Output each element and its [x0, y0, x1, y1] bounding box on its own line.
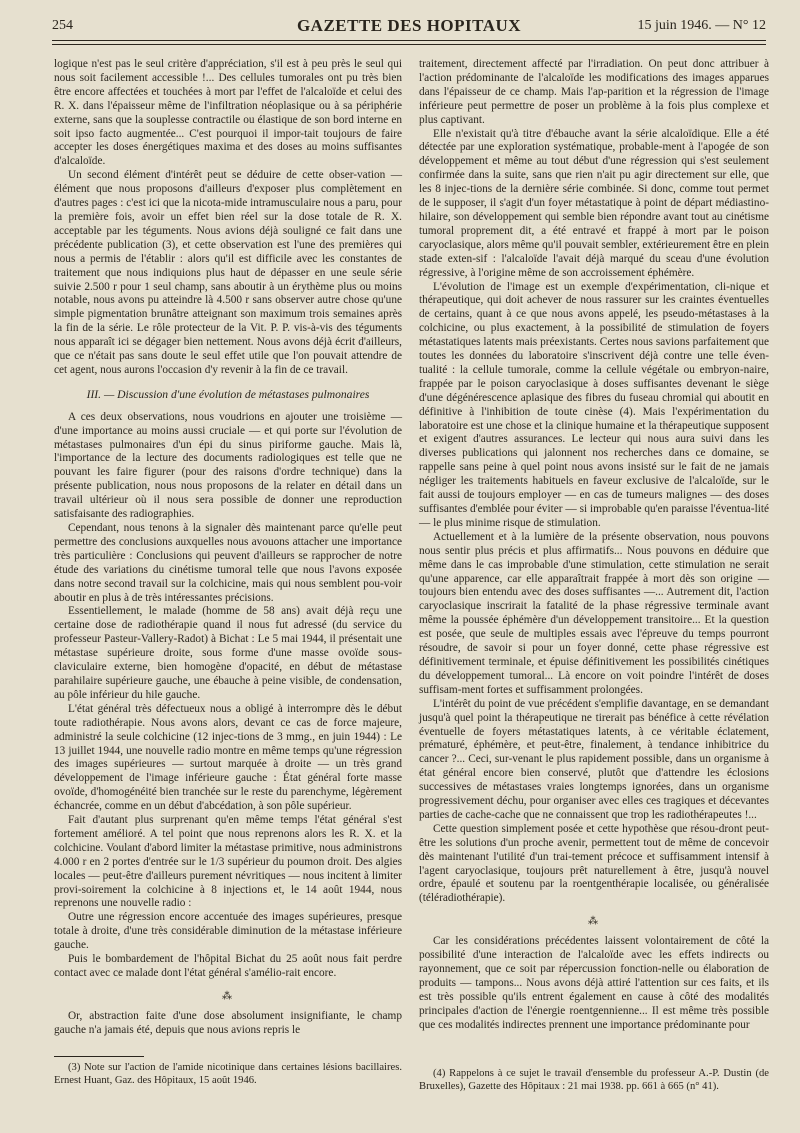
paragraph: Car les considérations précédentes laissent volontairement de côté la possibilité d'une interaction de l'alcaloïde avec les effets indirects ou rayonnement, que ce soit par répercussion fonction-nelle ou élaboration de produits — tampons... Nous avons déjà attiré l'attention sur ces faits, et ils est très possible qu'ils entrent également en cause à côté des modalités principales d'action de l'énergie roentgennienne... Il est même très possible que ces modalités indirectes prennent une importance prédominante pour — [419, 935, 769, 1031]
paragraph: A ces deux observations, nous voudrions en ajouter une troisième — d'une importance au moins aussi cruciale — et qui porte sur l'évolution de métastases pulmonaires d'un épi du sinus piriforme gauche. Mais là, l'importance de la lecture des documents radiologiques est telle que ne pouvant les faire figurer (pour des raisons d'ordre technique) dans la présente publication, nous nous proposons de la relater en détail dans un travail ultérieur où il nous sera possible de donner une reproduction satisfaisante des radiographies. — [54, 410, 402, 521]
journal-title: GAZETTE DES HOPITAUX — [296, 16, 522, 35]
footnote: (3) Note sur l'action de l'amide nicotinique dans certaines lésions bacillaires. Ernest Huant, Gaz. des Hôpitaux, 15 août 1946. — [54, 1061, 402, 1086]
paragraph: Cependant, nous tenons à la signaler dès maintenant parce qu'elle peut permettre des conclusions auxquelles nous avouons attacher une importance très particulière : Conclusions qui peuvent d'ailleurs se rapprocher de notre étude des variations du cinétisme tumoral telle que nous l'avons exposée dans notre second travail sur la colchicine, mais qui nous semblent pou-voir aboutir en plus à de très intéressantes précisions. — [54, 522, 402, 604]
issue-date: 15 juin 1946. — N° 12 — [637, 18, 766, 33]
paragraph: Fait d'autant plus surprenant qu'en même temps l'état général s'est fortement amélioré. A tel point que nous reprenons alors les R. X. et la colchicine. Voulant d'abord limiter la métastase primitive, nous administrons 4.000 r en 2 portes d'entrée sur le 1/3 supérieur du poumon droit. Des algies locales — peut-être d'ailleurs purement névritiques — nous incitent à limiter provi-soirement la colchicine à 8 injections et, le 14 août 1944, nous reprenons une nouvelle radio : — [54, 814, 402, 910]
header-rule — [52, 40, 766, 41]
page-number: 254 — [52, 18, 73, 33]
section-separator: ⁂ — [222, 990, 234, 1002]
header-rule-thin — [52, 44, 766, 45]
paragraph: Outre une régression encore accentuée des images supérieures, presque totale à droite, d'une très considérable diminution de la métastase inférieure gauche. — [54, 911, 402, 952]
footnote-rule — [54, 1056, 144, 1057]
paragraph: Elle n'existait qu'à titre d'ébauche avant la série alcaloïdique. Elle a été détectée par une exploration systématique, probable-ment à l'apogée de son développement et même au tout début d'une régression qui s'est seulement confirmée dans la suite, sans que rien n'ait pu agir directement sur elle, que les 8 injec-tions de la dernière série combinée. Si donc, comme tout permet de le supposer, il s'agit d'un foyer métastatique à point de départ médiastino-hilaire, son développement qui semble bien répondre avant tout au cinétisme tumoral proprement dit, a été entravé et frappé à mort par le poison caryoclasique, alors même qu'il pouvait sembler, extérieurement être en plein stade exten-sif : l'alcaloïde l'avait déjà marqué du sceau d'une évolution régressive, à l'origine même de son accroissement éphémère. — [419, 127, 769, 279]
page-header — [52, 14, 766, 38]
paragraph: Un second élément d'intérêt peut se déduire de cette obser-vation — élément que nous proposons d'ailleurs d'exposer plus complètement en d'autres pages : c'est ici que la nicota-mide intramusculaire nous a paru, pour la première fois, avoir un effet bien réel sur la dose totale de R. X. acceptable par les téguments. Nous avions déjà souligné ce fait dans une précédente publication (3), et cette observation est l'une des premières qui nous a permis de l'établir : alors qu'il est difficile avec les constantes de traitement que nous indiquions plus haut de dépasser en une seule série suivie 2.500 r pour 1 seul champ, sans aboutir à un érythème plus ou moins notable, nous avons pu atteindre là 4.500 r sans observer autre chose qu'une simple pigmentation brunâtre atteignant son maximum trois semaines après la fin de la série. Le rôle protecteur de la Vit. P. P. vis-à-vis des téguments nous apparaît ici se dégager bien nettement. Nous avons déjà écrit d'ailleurs, que ce n'était pas sans doute le seul effet utile que l'on pouvait attendre de cet agent, nous aurons l'occasion d'y revenir à la fin de ce travail. — [54, 169, 402, 376]
section-separator: ⁂ — [588, 916, 600, 928]
paragraph: L'état général très défectueux nous a obligé à interrompre dès le début toute radiothérapie. Nous avons alors, devant ce cas de force majeure, administré la seule colchicine (12 injec-tions de 3 mmg., en juin 1944) : Le 13 juillet 1944, une nouvelle radio montre en même temps qu'une régression des images supérieures — surtout marquée à droite — un très grand développement de l'image inférieure gauche : État général forte masse ovoïde, d'homogénéité bien tranchée sur le reste du parenchyme, légèrement échancrée, comme en un début d'abcédation, à son pôle supérieur. — [54, 702, 402, 813]
paragraph: L'intérêt du point de vue précédent s'emplifie davantage, en se demandant jusqu'à quel point la thérapeutique ne tirerait pas bénéfice à cette révélation éventuelle de foyers métastatiques latents, à ce véritable éclatement, prématuré, éphémère, et peut-être, finalement, à tendance inhibitrice du cancer ?... Ceci, sur-venant le plus rapidement possible, dans un organisme à état général encore bien conservé, plutôt que d'attendre les éclosions successives de métastases vraies longtemps ignorées, dans un organisme progressivement déchu, pour organiser avec elles ces tragiques et décevantes parties de cache-cache que ne connaissent que trop les radiothérapeutes !... — [419, 697, 769, 821]
paragraph: Or, abstraction faite d'une dose absolument insignifiante, le champ gauche n'a jamais été, depuis que nous avions repris le — [54, 1009, 402, 1036]
paragraph: Essentiellement, le malade (homme de 58 ans) avait déjà reçu une certaine dose de radiothérapie quand il nous fut adressé (du service du professeur Pasteur-Vallery-Radot) à Bichat : Le 5 mai 1944, il présentait une métastase supérieure droite, sous forme d'une masse ovoïde sous-claviculaire externe, bien homogène d'opacité, en début de métastase parahilaire supérieure gauche, une ébauche à peine visible, de condensation, au pôle inférieur du hile gauche. — [54, 605, 402, 701]
section-heading: III. — Discussion d'une évolution de métastases pulmonaires — [86, 387, 370, 401]
paragraph: logique n'est pas le seul critère d'appréciation, s'il est à peu près le seul qui nous soit facilement accessible !... Des cellules tumorales ont pu très bien être encore affectées et touchées à mort par l'effet de l'alcaloïde et celui des R. X. dans l'épaisseur même de l'infiltration néoplasique ou à sa périphérie externe, sans que la souplesse contractile ou élastique de son bord interne en soit ipso facto augmentée... C'est pourquoi il impor-tait toujours de faire accepter les doses énergétiques maxima et des doses au moins suffisantes d'alcaloïde. — [54, 58, 402, 168]
paragraph: Actuellement et à la lumière de la présente observation, nous pouvons nous sentir plus précis et plus affirmatifs... Nous pouvons en déduire que même dans le cas improbable d'une stimulation, cette stimulation ne serait qu'une apparence, car elle apparaîtrait frappée à mort dès son origine — toujours bien entendu avec des doses suffisantes —... Autrement dit, l'action caryoclasique inscrirait la fatalité de la phase régressive terminale avant même la poussée éphémère d'un développement transitoire... Et la question est posée, que seule de multiples essais avec l'épreuve du temps pourront résoudre, de savoir si pour un foyer donné, cette phase régressive est définitivement terminale, et épuise définitivement les possibilités cinétiques du développement tumoral... Là encore on voit poindre l'intérêt de doses suffisam-ment fortes et suffisamment prolongées. — [419, 530, 769, 696]
paragraph: L'évolution de l'image est un exemple d'expérimentation, cli-nique et thérapeutique, qui doit achever de nous rassurer sur les craintes éventuelles de certains, quant à ce que nous avons appelé, les pseudo-métastases à la colchicine, ou plus exactement, à la possibilité de stimulation de foyers métastatiques latents mais préexistants. Certes nous savions parfaitement que toutes les données du laboratoire s'inscrivent déjà contre une telle éven-tualité : la cellule tumorale, comme la cellule végétale ou embryon-naire, frappée par le poison caryoclasique à doses suffisantes devenant le siège d'une dégénérescence aplasique des fibres du fuseau chromial qui aboutit en définitive à l'inhibition de toute cinèse (4). Mais l'expérimentation du laboratoire est une chose et la clinique humaine et la thérapeutique supposent et exigent d'autres assurances. Le lecteur qui nous aura suivi dans les diverses publications qui jalonnent nos recherches dans ce domaine, se rappelle sans peine à quel point nous avons insisté sur le fait de ne jamais négliger les traitements habituels en faveur exclusive de l'alcaloïde, sur le fait aussi de toujours employer — en cas de tumeurs malignes — des doses suffisantes d'emblée pour éviter — si improbable qu'en paraisse l'éventua-lité — le plus minime risque de stimulation. — [419, 280, 769, 529]
left-column — [54, 58, 402, 1087]
footnote: (4) Rappelons à ce sujet le travail d'ensemble du professeur A.-P. Dustin (de Bruxelles), Gazette des Hôpitaux : 21 mai 1938. pp. 661 à 665 (n° 41). — [419, 1067, 769, 1092]
right-column — [419, 58, 769, 1093]
paragraph: traitement, directement affecté par l'irradiation. On peut donc attribuer à l'action prédominante de l'alcaloïde les modifications des images apparues dans l'épaisseur de ce champ. Mais l'ap-parition et la régression de l'image inférieure peut permettre de poser un problème à la fois plus complexe et plus captivant. — [419, 58, 769, 126]
paragraph: Cette question simplement posée et cette hypothèse que résou-dront peut-être les solutions d'un proche avenir, permettent tout de même de concevoir dès maintenant l'utilité d'un trai-tement précoce et suffisamment intensif à l'agent caryoclasique, toujours prêt naturellement à être, jusqu'à nouvel ordre, épaulé et soutenu par la roentgenthérapie localisée, ou généralisée (téléradiothérapie). — [419, 822, 769, 905]
paragraph: Puis le bombardement de l'hôpital Bichat du 25 août nous fait perdre contact avec ce malade dont l'état général s'amélio-rait encore. — [54, 953, 402, 979]
